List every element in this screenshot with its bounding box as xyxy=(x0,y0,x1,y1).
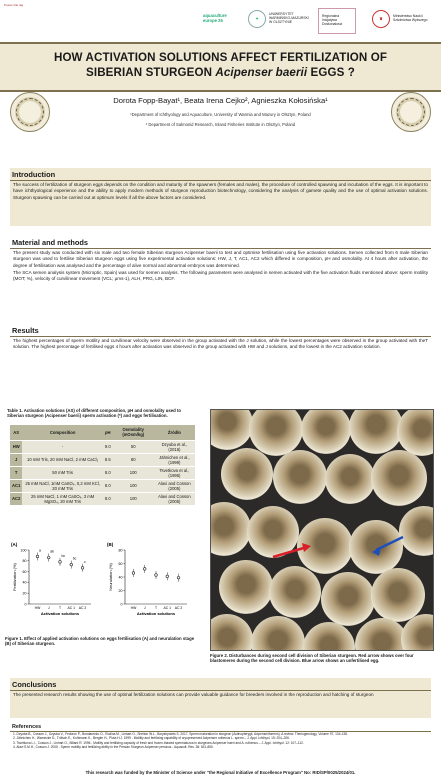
table-cell-as: T xyxy=(10,466,22,479)
y-tick-label: 0 xyxy=(120,602,123,607)
methods-heading: Material and methods xyxy=(12,238,88,247)
table-cell: Alavi and Cosson (2005) xyxy=(154,479,195,492)
reference-item: 3. Tsvetkova L.I., Cosson J., Linhart O., Billard R. 1996 - Motility and fertilizing capacity of fresh and frozen-thawed spermatozoa in sturgeons Acipenser baeri and A. ruthenus – J. Appl. Ichthyol. 12: 107–112. xyxy=(13,740,304,745)
data-point xyxy=(70,563,73,566)
methods-section xyxy=(10,236,431,316)
x-tick-label: T xyxy=(154,606,158,610)
table-cell: 100 xyxy=(113,479,154,492)
significance-letter: bc xyxy=(61,553,66,558)
y-tick-label: 20 xyxy=(22,591,27,596)
panel-label: (A) xyxy=(11,542,18,547)
x-tick-label: HW xyxy=(130,606,137,610)
table-cell: Tsvetkova et al., (1996) xyxy=(154,466,195,479)
table-cell: 100 xyxy=(113,492,154,505)
y-tick-label: 80 xyxy=(118,548,123,553)
y-tick-label: 100 xyxy=(20,548,27,553)
methods-text-2: The SCA semen analysis system (Microptic, Spain) was used for semen analysis. The following parameters were analysed in semen activated with the five activation fluids mentioned above: sperm motility (MOT; %), velocity of curvilinear movement (VCL; μms-1), ALH, PRG, LIN, BCF. xyxy=(13,269,428,282)
significance-letter: a xyxy=(38,548,41,553)
ministry-logo: ♛ Ministerstwo Nauki i Szkolnictwa Wyższego xyxy=(372,8,437,30)
title-band xyxy=(0,42,441,92)
poster-title: HOW ACTIVATION SOLUTIONS AFFECT FERTILIZATION OF SIBERIAN STURGEON Acipenser baerii EGGS ? xyxy=(53,51,388,79)
figure-2-egg-photo xyxy=(210,409,434,651)
y-tick-label: 60 xyxy=(22,569,27,574)
introduction-heading: Introduction xyxy=(12,170,56,179)
university-crest-icon: ✦ xyxy=(248,10,266,28)
y-axis-label: Fertilization (%) xyxy=(12,563,17,591)
y-tick-label: 0 xyxy=(24,602,27,607)
introduction-text: The success of fertilization of sturgeon eggs depends on the condition and maturity of the spawners (females and males), the procedure of controlled spawning and incubation of the eggs. It is important to have ichthyological experience and the ability to apply modern methods of sturgeon reproduction biotechnology, considering the analysis of gamete quality and the use of optimal activation solutions. Sturgeon spawning can be carried out at optimum levels if all the above factors are considered. xyxy=(13,182,428,200)
table-row xyxy=(10,453,195,466)
table-1-caption: Table 1. Activation solutions (AS) of different composition, pH and osmolality used to Siberian sturgeon (Acipenser baerii) sperm activation (*) and eggs fertilisation. xyxy=(7,408,182,419)
initiative-logo: Regionalna Inicjatywa Doskonałości xyxy=(318,8,356,34)
corner-tag: Poster title tag xyxy=(4,3,24,7)
figure-2-caption: Figure 2. Disturbances during second cell division of Siberian sturgeon. Red arrow shows over four blastomeres during the second cell division. Blue arrow shows an unfertilised egg. xyxy=(210,653,414,664)
logo-bar xyxy=(0,8,441,32)
table-row xyxy=(10,440,195,453)
data-point xyxy=(47,556,50,559)
results-heading: Results xyxy=(12,326,39,335)
results-section xyxy=(10,324,431,400)
table-cell: 8.0 xyxy=(103,492,113,505)
data-point xyxy=(143,568,146,571)
data-point xyxy=(177,576,180,579)
introduction-section xyxy=(10,168,431,226)
x-tick-label: AC 1 xyxy=(67,606,76,610)
conclusions-heading: Conclusions xyxy=(12,680,57,689)
table-cell: 25 mM NaCl, 1mM CaSO₄, 0,2 mM KCl, 20 mM Tris xyxy=(22,479,102,492)
blue-arrow-icon xyxy=(372,537,403,556)
table-cell: 8.5 xyxy=(103,453,113,466)
figure-1-caption: Figure 1. Effect of applied activation solutions on eggs fertilisation (A) and neurulation stage (B) of Siberian sturgeon. xyxy=(5,636,195,647)
table-cell: Dzyuba et al., (2016) xyxy=(154,440,195,453)
significance-letter: ab xyxy=(50,549,55,554)
table-cell: 50 mM Tris xyxy=(22,466,102,479)
table-header: Osmolality (mOsm/kg) xyxy=(113,425,154,441)
y-tick-label: 60 xyxy=(118,561,123,566)
table-cell: 50 xyxy=(113,440,154,453)
y-tick-label: 40 xyxy=(118,575,123,580)
table-row xyxy=(10,492,195,505)
authors: Dorota Fopp-Bayat¹, Beata Irena Cejko², Agnieszka Kołosińska¹ xyxy=(113,96,328,105)
activation-solutions-table xyxy=(10,425,195,505)
figure-1-svg xyxy=(5,540,200,624)
table-cell: 10 mM Tris, 20 mM NaCl, 2 mM CaCl₂ xyxy=(22,453,102,466)
reference-item: 2. Jähnichen H., Warnecke D., Trölsch E., Kohlmann K., Bergler H., Pluta H.J. 1999 - Motility and fertilizing capability of cryopreserved Acipenser ruthenus L. sperm – J. Appl. Ichthyol. 15: 204–206. xyxy=(13,736,290,741)
y-tick-label: 20 xyxy=(118,588,123,593)
x-tick-label: T xyxy=(58,606,62,610)
results-text: The highest percentages of sperm motility and curvilinear velocity were observed in the group activated with the J solution, while the lowest percentages were observed in the group activated with theT solution. The highest percentage of fertilised eggs 4 hours after activation was observed in the group activated with HW and J solutions, and the lowest in the AC2 activation solution. xyxy=(13,338,428,350)
aquaculture-logo: aquaculture europe 25 xyxy=(203,13,227,23)
x-tick-label: AC 1 xyxy=(163,606,172,610)
data-point xyxy=(81,567,84,570)
table-cell-as: AC2 xyxy=(10,492,22,505)
table-cell: 80 xyxy=(113,453,154,466)
table-cell: Alavi and Cosson (2005) xyxy=(154,492,195,505)
table-cell: 8.0 xyxy=(103,479,113,492)
panel-label: (B) xyxy=(107,542,114,547)
x-axis-label: Activation solutions xyxy=(40,611,80,616)
table-header: Źródło xyxy=(154,425,195,441)
methods-text-1: The present study was conducted with six male and two female Siberian sturgeon Acipenser baerii to test and optimise fertilisation using five activation solutions. Semen collected from 6 male Siberian sturgeon was used to fertilise Siberian sturgeon eggs using five experimental activation solutions: HW, J, T, AC1, AC2 which differed in composition, pH and osmolality. At 4 hours after activation, the degree of fertilisation was analysed and the percentage of alive normal and abnormal embryos was determined. xyxy=(13,250,428,268)
data-point xyxy=(155,574,158,577)
x-tick-label: J xyxy=(47,606,50,610)
ministry-eagle-icon: ♛ xyxy=(372,10,390,28)
university-logo: ✦ UNIWERSYTET WARMIŃSKO-MAZURSKI W OLSZTYNIE xyxy=(248,8,309,30)
table-cell: 9.0 xyxy=(103,440,113,453)
affiliation-1: ¹Department of Ichthyology and Aquaculture, University of Warmia and Mazury in Olsztyn, Poland xyxy=(130,112,311,117)
table-header: pH xyxy=(103,425,113,441)
table-cell: 25 mM NaCl, 1 mM CaSO₄, 3 mM MgSO₄, 20 mM Tris xyxy=(22,492,102,505)
funding-note: This research was funded by the Minister of Science under "the Regional Initiative of Excellence Program" No: RID/SP/0025/2024/01. xyxy=(85,770,356,775)
conclusions-section xyxy=(10,678,431,718)
table-cell-as: HW xyxy=(10,440,22,453)
figure-1-charts xyxy=(5,540,200,647)
table-1-block xyxy=(5,408,200,505)
significance-letter: c xyxy=(84,559,86,564)
data-point xyxy=(59,561,62,564)
y-tick-label: 40 xyxy=(22,580,27,585)
table-cell: 8.0 xyxy=(103,466,113,479)
x-tick-label: J xyxy=(143,606,146,610)
conclusions-text: The presented research results showing the use of optimal fertilization solutions can provide valuable guidance for breeders involved in the reproduction and hatching of sturgeon xyxy=(13,692,374,697)
table-header: Composition xyxy=(22,425,102,441)
data-point xyxy=(132,572,135,575)
table-cell: Jähnichen et al., (1999) xyxy=(154,453,195,466)
references-heading: References xyxy=(12,724,42,730)
data-point xyxy=(166,575,169,578)
table-row xyxy=(10,466,195,479)
x-axis-label: Activation solutions xyxy=(136,611,176,616)
table-cell: 100 xyxy=(113,466,154,479)
table-cell: - xyxy=(22,440,102,453)
y-axis-label: Neurulation (%) xyxy=(108,563,113,591)
table-cell-as: AC1 xyxy=(10,479,22,492)
affiliation-2: ² Department of Salmonid Research, Inland Fisheries Institute in Olsztyn, Poland xyxy=(145,122,296,127)
arrows-overlay xyxy=(211,410,433,650)
table-header: AS xyxy=(10,425,22,441)
significance-letter: bc xyxy=(72,556,77,561)
x-tick-label: AC 2 xyxy=(174,606,183,610)
references-section xyxy=(10,722,431,766)
table-row xyxy=(10,479,195,492)
red-arrow-icon xyxy=(273,543,311,557)
x-tick-label: AC 2 xyxy=(78,606,87,610)
x-tick-label: HW xyxy=(34,606,41,610)
data-point xyxy=(36,555,39,558)
reference-item: 4. Alavi S.M.H., Cosson J. 2005 - Sperm motility and fertilizing ability in the Persian Sturgeon Acipenser persicus - Aquacult. Res. 36: 841-850. xyxy=(13,744,214,749)
reference-item: 1. Dzyuba B., Cosson J., Dzyuba V., Fedorov P., Bondarenko O., Rodina M., Linhart O., Shelton W.L., Boryshpolets S. 2017. Sperm maturation in sturgeon (Actinopterygii, Acipenseriformes): A review. Theriogenology, Volume 97, 134-138. xyxy=(13,732,348,736)
y-tick-label: 80 xyxy=(22,559,27,564)
table-cell-as: J xyxy=(10,453,22,466)
